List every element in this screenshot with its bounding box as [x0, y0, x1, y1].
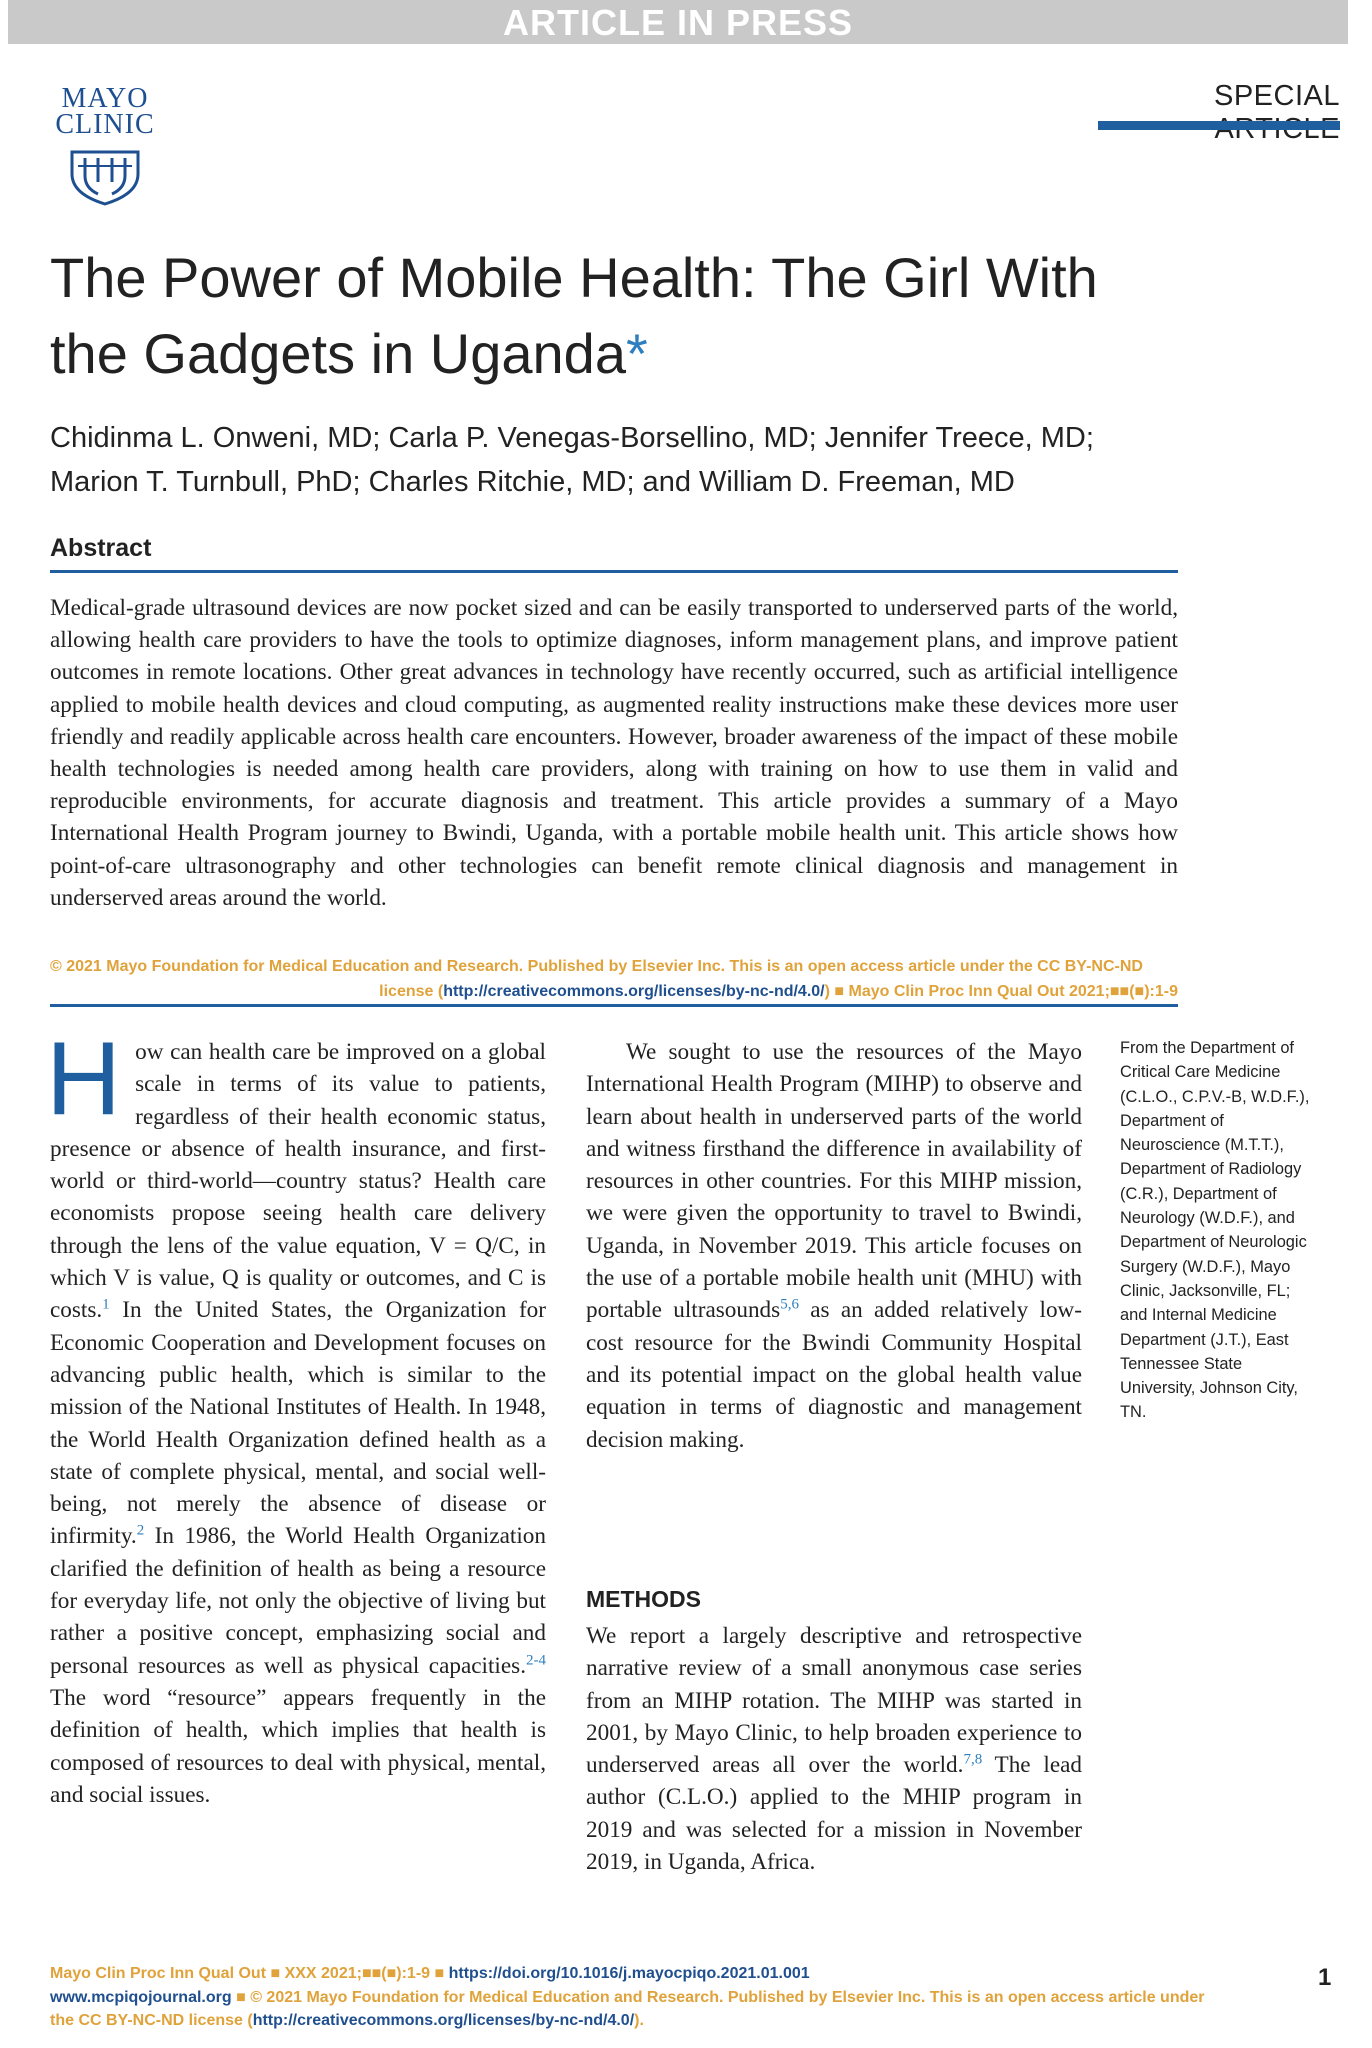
doi-link[interactable]: https://doi.org/10.1016/j.mayocpiqo.2021.01.001 [448, 1965, 810, 1982]
footer-license-post: ). [634, 2012, 644, 2029]
body-column-2 [586, 1036, 1082, 1456]
license-statement [50, 954, 1178, 1004]
col2-paragraph [586, 1036, 1082, 1456]
logo-line-2: CLINIC [55, 109, 155, 140]
body-column-1 [46, 1021, 546, 1811]
article-title-text: The Power of Mobile Health: The Girl With the Gadgets in Uganda [50, 246, 1098, 385]
footer-line-3 [50, 2009, 1280, 2033]
reference-5-6-link[interactable]: 5,6 [780, 1296, 799, 1313]
title-footnote-mark[interactable]: * [625, 322, 648, 385]
article-title [50, 240, 1170, 392]
methods-heading: METHODS [586, 1586, 701, 1612]
footer-copyright: ■ © 2021 Mayo Foundation for Medical Education and Research. Published by Elsevier Inc. This is an open access article under [231, 1988, 1205, 2006]
journal-website-link[interactable]: www.mcpiqojournal.org [50, 1988, 232, 2006]
methods-text-1: We report a largely descriptive and retrospective narrative review of a small anonymous case series from an MIHP rotation. The MIHP was started in 2001, by Mayo Clinic, to help broaden experience to underserved areas all over the world. [586, 1623, 1082, 1779]
abstract-top-rule [50, 570, 1178, 573]
footer-license-pre: the CC BY-NC-ND license ( [50, 2012, 253, 2029]
mayo-shield-icon [68, 148, 142, 206]
col2-text-2: as an added relatively low-cost resource for the Bwindi Community Hospital and its potential impact on the global health value equation in terms of diagnostic and management decision making. [586, 1297, 1083, 1453]
col1-text-3: In 1986, the World Health Organization clarified the definition of health as being a resource for everyday life, not only the objective of living but rather a positive concept, emphasizing social and personal resources as well as physical capacities. [50, 1523, 546, 1679]
author-list [50, 416, 1170, 504]
logo-line-1: MAYO [61, 83, 149, 114]
author-affiliation: From the Department of Critical Care Medicine (C.L.O., C.P.V.-B, W.D.F.), Department of Neuroscience (M.T.T.), Department of Radiology (C.R.), Department of Neurology (W.D.F.), and Department of Neurologic Surgery (W.D.F.), Mayo Clinic, Jacksonville, FL; and Internal Medicine Department (J.T.), East Tennessee State University, Johnson City, TN. [1120, 1039, 1310, 1422]
section-label: SPECIAL [1214, 80, 1340, 112]
footer-line-2 [50, 1986, 1280, 2010]
reference-7-8-link[interactable]: 7,8 [963, 1751, 983, 1768]
reference-1-link[interactable]: 1 [102, 1296, 110, 1313]
mayo-clinic-logo [50, 83, 160, 211]
page-footer [50, 1962, 1280, 2033]
license-pre-url: license ( [379, 983, 444, 1000]
abstract-bottom-rule [50, 1004, 1178, 1007]
license-url-link[interactable]: http://creativecommons.org/licenses/by-nc-nd/4.0/ [443, 983, 825, 1000]
col1-text-2: In the United States, the Organization for Economic Cooperation and Development focuses on advancing public health, which is similar to the mission of the National Institutes of Health. In 1948, the World Health Organization defined health as a state of complete physical, mental, and social well-being, not merely the absence of disease or infirmity. [50, 1297, 546, 1550]
col1-text-1: ow can health care be improved on a global scale in terms of its value to patients, regardless of their health economic status, presence or absence of health insurance, and first-world or third-world—country status? Health care economists propose seeing health care delivery through the lens of the value equation, V = Q/C, in which V is value, Q is quality or outcomes, and C is costs. [50, 1039, 546, 1324]
drop-cap: H [46, 1021, 122, 1137]
reference-2-link[interactable]: 2 [136, 1522, 145, 1539]
col1-text-4: The word “resource” appears frequently in the definition of health, which implies that health is composed of resources to deal with physical, mental, and social issues. [50, 1684, 546, 1808]
section-label-bar [1098, 121, 1340, 130]
footer-citation: Mayo Clin Proc Inn Qual Out ■ XXX 2021;■■(■):1-9 ■ [50, 1965, 449, 1982]
col2-text-1: We sought to use the resources of the Mayo International Health Program (MIHP) to observe and learn about health in underserved parts of the world and witness firsthand the difference in availability of resources in other countries. For this MIHP mission, we were given the opportunity to travel to Bwindi, Uganda, in November 2019. This article focuses on the use of a portable mobile health unit (MHU) with portable ultrasounds [586, 1039, 1082, 1324]
methods-text-2: The lead author (C.L.O.) applied to the MHIP program in 2019 and was selected for a mission in November 2019, in Uganda, Africa. [586, 1752, 1082, 1876]
reference-2-4-link[interactable]: 2-4 [526, 1651, 546, 1668]
article-in-press-banner: ARTICLE IN PRESS [8, 0, 1348, 44]
author-line-2: Marion T. Turnbull, PhD; Charles Ritchie, MD; and William D. Freeman, MD [50, 466, 1015, 498]
author-line-1: Chidinma L. Onweni, MD; Carla P. Venegas-Borsellino, MD; Jennifer Treece, MD; [50, 422, 1094, 454]
page-number: 1 [1318, 1964, 1332, 1991]
footer-line-1 [50, 1962, 1280, 1986]
footer-license-link[interactable]: http://creativecommons.org/licenses/by-nc-nd/4.0/ [252, 2012, 635, 2029]
license-citation: ) ■ Mayo Clin Proc Inn Qual Out 2021;■■(■):1-9 [824, 983, 1178, 1000]
license-line-1: © 2021 Mayo Foundation for Medical Education and Research. Published by Elsevier Inc. This is an open access article under the CC BY-NC-ND [50, 958, 1143, 975]
methods-paragraph [586, 1620, 1082, 1878]
abstract-heading: Abstract [50, 534, 152, 562]
abstract-text: Medical-grade ultrasound devices are now pocket sized and can be easily transported to underserved parts of the world, allowing health care providers to have the tools to optimize diagnoses, inform management plans, and improve patient outcomes in remote locations. Other great advances in technology have recently occurred, such as artificial intelligence applied to mobile health devices and cloud computing, as augmented reality instructions make these devices more user friendly and readily applicable across health care encounters. However, broader awareness of the impact of these mobile health technologies is needed among health care providers, along with training on how to use them in valid and reproducible environments, for accurate diagnosis and treatment. This article provides a summary of a Mayo International Health Program journey to Bwindi, Uganda, with a portable mobile health unit. This article shows how point-of-care ultrasonography and other technologies can benefit remote clinical diagnosis and management in underserved areas around the world. [50, 595, 1178, 911]
